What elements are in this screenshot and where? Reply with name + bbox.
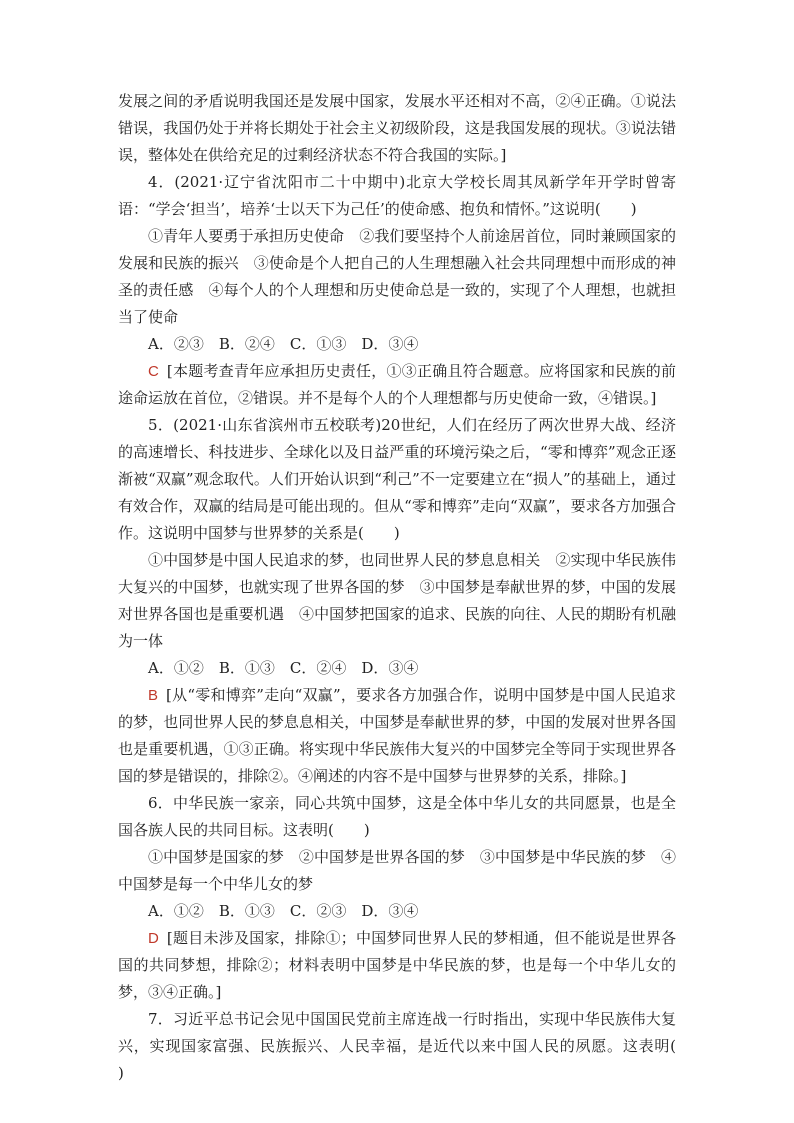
q4-answer	[118, 358, 676, 412]
q5-explanation: [从“零和博弈”走向“双赢”，要求各方加强合作，说明中国梦是中国人民追求的梦，也同世界人民的梦息息相关，中国梦是奉献世界的梦，中国的发展对世界各国也是重要机遇，①③正确。将实现中华民族伟大复兴的中国梦完全等同于实现世界各国的梦是错误的，排除②。④阐述的内容不是中国梦与世界梦的关系，排除。]	[118, 686, 676, 785]
q5-statements: ①中国梦是中国人民追求的梦，也同世界人民的梦息息相关 ②实现中华民族伟大复兴的中国梦，也就实现了世界各国的梦 ③中国梦是奉献世界的梦，中国的发展对世界各国也是重要机遇 ④中国梦把国家的追求、民族的向往、人民的期盼有机融为一体	[118, 551, 676, 650]
q4-answer-letter: C	[148, 363, 159, 380]
q6-explanation: [题目未涉及国家，排除①；中国梦同世界人民的梦相通，但不能说是世界各国的共同梦想，排除②；材料表明中国梦是中华民族的梦，也是每一个中华儿女的梦，③④正确。]	[118, 929, 676, 1001]
q4-stem: 4．(2021·辽宁省沈阳市二十中期中)北京大学校长周其凤新学年开学时曾寄语：“学会‘担当’，培养‘士以天下为己任’的使命感、抱负和情怀。”这说明( )	[118, 173, 676, 218]
q5-stem: 5．(2021·山东省滨州市五校联考)20世纪，人们在经历了两次世界大战、经济的高速增长、科技进步、全球化以及日益严重的环境污染之后，“零和博弈”观念正逐渐被“双赢”观念取代。人们开始认识到“利己”不一定要建立在“损人”的基础上，通过有效合作，双赢的结局是可能出现的。但从“零和博弈”走向“双赢”，要求各方加强合作。这说明中国梦与世界梦的关系是( )	[118, 416, 676, 542]
q4-options: A．②③ B．②④ C．①③ D．③④	[148, 335, 419, 353]
q6-answer-letter: D	[148, 930, 159, 947]
q6-options: A．①② B．①③ C．②③ D．③④	[148, 902, 419, 920]
document-page	[118, 88, 707, 1087]
q6-statements: ①中国梦是国家的梦 ②中国梦是世界各国的梦 ③中国梦是中华民族的梦 ④中国梦是每一个中华儿女的梦	[118, 848, 676, 893]
q6-stem: 6．中华民族一家亲，同心共筑中国梦，这是全体中华儿女的共同愿景，也是全国各族人民的共同目标。这表明( )	[118, 794, 676, 839]
q7-stem: 7．习近平总书记会见中国国民党前主席连战一行时指出，实现中华民族伟大复兴，实现国家富强、民族振兴、人民幸福，是近代以来中国人民的夙愿。这表明( )	[118, 1010, 707, 1082]
q6-answer	[118, 925, 676, 1006]
q4-explanation: [本题考查青年应承担历史责任，①③正确且符合题意。应将国家和民族的前途命运放在首位，②错误。并不是每个人的个人理想都与历史使命一致，④错误。]	[118, 362, 676, 407]
q4-statements: ①青年人要勇于承担历史使命 ②我们要坚持个人前途居首位，同时兼顾国家的发展和民族的振兴 ③使命是个人把自己的人生理想融入社会共同理想中而形成的神圣的责任感 ④每个人的个人理想和历史使命总是一致的，实现了个人理想，也就担当了使命	[118, 227, 676, 326]
q5-answer-letter: B	[148, 687, 159, 704]
q5-answer	[118, 682, 676, 790]
q3-explanation-continued: 发展之间的矛盾说明我国还是发展中国家，发展水平还相对不高，②④正确。①说法错误，我国仍处于并将长期处于社会主义初级阶段，这是我国发展的现状。③说法错误，整体处在供给充足的过剩经济状态不符合我国的实际。]	[118, 92, 676, 164]
q5-options: A．①② B．①③ C．②④ D．③④	[148, 659, 419, 677]
